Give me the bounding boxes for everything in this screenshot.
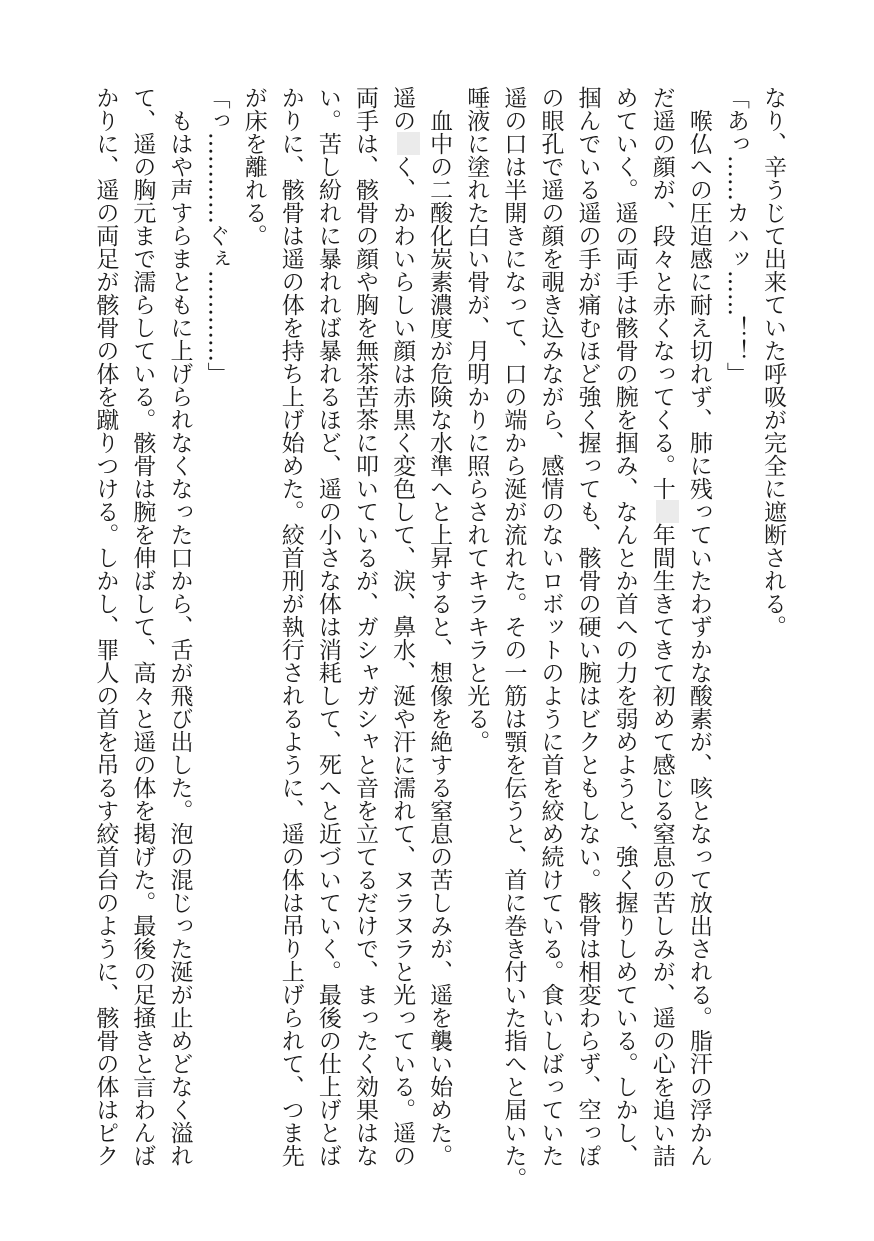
paragraph-start-column <box>420 86 457 1196</box>
line-text: 遥の口は半開きになって、口の端から涎が流れた。その一筋は顎を伝うと、首に巻き付いた指へと届いた。 <box>500 86 527 1190</box>
dialogue-column <box>198 86 235 1196</box>
missing-glyph-box <box>397 132 420 155</box>
line-text: 「っ…………ぐぇ…………」 <box>203 86 230 385</box>
text-column <box>494 86 531 1196</box>
text-column <box>568 86 605 1196</box>
text-column <box>754 86 791 1196</box>
line-text: 両手は、骸骨の顔や胸を無茶苦茶に叩いているが、ガシャガシャと音を立てるだけで、まったく効果はな <box>351 86 378 1167</box>
line-text: 唾液に塗れた白い骨が、月明かりに照らされてキラキラと光る。 <box>463 86 490 753</box>
line-text: 掴んでいる遥の手が痛むほど強く握っても、骸骨の硬い腕はビクともしない。骸骨は相変わらず、空っぽ <box>574 86 601 1167</box>
vertical-text-page <box>86 86 791 1196</box>
dialogue-column <box>717 86 754 1196</box>
line-text: 遥の <box>389 86 416 132</box>
text-column <box>383 86 420 1196</box>
text-column <box>643 86 680 1196</box>
text-column <box>606 86 643 1196</box>
text-column <box>235 86 272 1196</box>
line-text: の眼孔で遥の顔を覗き込みながら、感情のないロボットのように首を絞め続けている。食いしばっていた <box>537 86 564 1167</box>
line-text-after: く、かわいらしい顔は赤黒く変色して、涙、鼻水、涎や汗に濡れて、ヌラヌラと光っている。遥の <box>389 155 416 1167</box>
line-text: い。苦し紛れに暴れれば暴れるほど、遥の小さな体は消耗して、死へと近づいていく。最後の仕上げとば <box>314 86 341 1167</box>
line-text: だ遥の顔が、段々と赤くなってくる。十 <box>648 86 675 500</box>
line-text: が床を離れる。 <box>240 86 267 247</box>
line-text: 血中の二酸化炭素濃度が危険な水準へと上昇すると、想像を絶する窒息の苦しみが、遥を襲い始めた。 <box>426 109 453 1167</box>
paragraph-start-column <box>160 86 197 1196</box>
text-column <box>531 86 568 1196</box>
text-column <box>272 86 309 1196</box>
missing-glyph-box <box>656 500 679 523</box>
text-column <box>123 86 160 1196</box>
line-text: なり、辛うじて出来ていた呼吸が完全に遮断される。 <box>760 86 786 638</box>
text-column <box>457 86 494 1196</box>
line-text: 喉仏への圧迫感に耐え切れず、肺に残っていたわずかな酸素が、咳となって放出される。脂汗の浮かん <box>685 109 712 1167</box>
line-text: めていく。遥の両手は骸骨の腕を掴み、なんとか首への力を弱めようと、強く握りしめている。しかし、 <box>611 86 638 1167</box>
paragraph-start-column <box>680 86 717 1196</box>
text-column <box>346 86 383 1196</box>
line-text: かりに、遥の両足が骸骨の体を蹴りつける。しかし、罪人の首を吊るす絞首台のように、骸骨の体はピク <box>92 86 119 1167</box>
line-text-after: 年間生きてきて初めて感じる窒息の苦しみが、遥の心を追い詰 <box>648 523 675 1167</box>
text-column <box>86 86 123 1196</box>
line-text: もはや声すらまともに上げられなくなった口から、舌が飛び出した。泡の混じった涎が止めどなく溢れ <box>166 109 193 1167</box>
line-text: かりに、骸骨は遥の体を持ち上げ始めた。絞首刑が執行されるように、遥の体は吊り上げられて、つま先 <box>277 86 304 1167</box>
line-text: 「あっ……カハッ……！！」 <box>722 86 749 385</box>
text-column <box>309 86 346 1196</box>
line-text: て、遥の胸元まで濡らしている。骸骨は腕を伸ばして、高々と遥の体を掲げた。最後の足掻きと言わんば <box>129 86 156 1167</box>
